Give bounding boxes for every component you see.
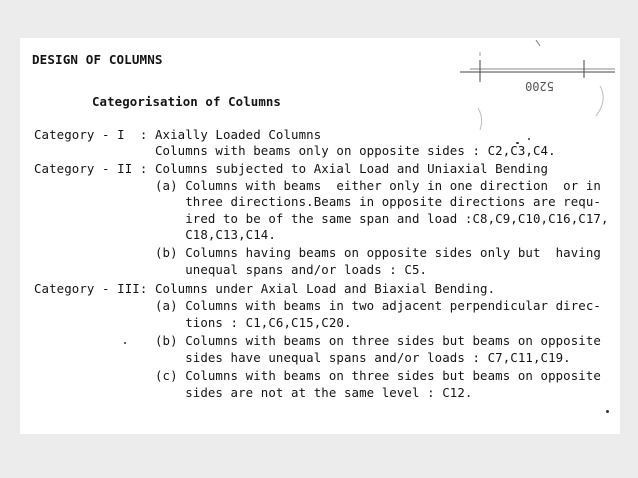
scanned-page	[20, 38, 620, 434]
text-line: (c) Columns with beams on three sides but beams on opposite	[34, 368, 601, 383]
text-line: (a) Columns with beams in two adjacent perpendicular direc-	[34, 298, 601, 313]
text-line: Category - I : Axially Loaded Columns	[34, 127, 322, 142]
text-line: sides have unequal spans and/or loads : C7,C11,C19.	[34, 350, 571, 365]
text-line: Category - II : Columns subjected to Axial Load and Uniaxial Bending	[34, 161, 549, 176]
document-title: DESIGN OF COLUMNS	[32, 52, 163, 67]
text-line: unequal spans and/or loads : C5.	[34, 262, 428, 277]
sketch-label: 5200	[525, 79, 554, 93]
text-line: Columns with beams only on opposite sides : C2,C3,C4.	[34, 143, 556, 158]
text-line: (b) Columns having beams on opposite sides only but having	[34, 245, 601, 260]
text-line: tions : C1,C6,C15,C20.	[34, 315, 352, 330]
text-line: ired to be of the same span and load :C8,C9,C10,C16,C17,	[34, 211, 609, 226]
text-line: C18,C13,C14.	[34, 227, 276, 242]
text-line: Category - III: Columns under Axial Load and Biaxial Bending.	[34, 281, 496, 296]
text-line: sides are not at the same level : C12.	[34, 385, 473, 400]
faint-sketch-drawing	[450, 38, 620, 158]
scan-speck	[528, 138, 530, 140]
text-line: three directions.Beams in opposite directions are requ-	[34, 194, 601, 209]
text-line: (b) Columns with beams on three sides but beams on opposite	[34, 333, 601, 348]
scan-speck	[606, 410, 609, 413]
document-subtitle: Categorisation of Columns	[92, 94, 281, 109]
text-line: (a) Columns with beams either only in one direction or in	[34, 178, 601, 193]
